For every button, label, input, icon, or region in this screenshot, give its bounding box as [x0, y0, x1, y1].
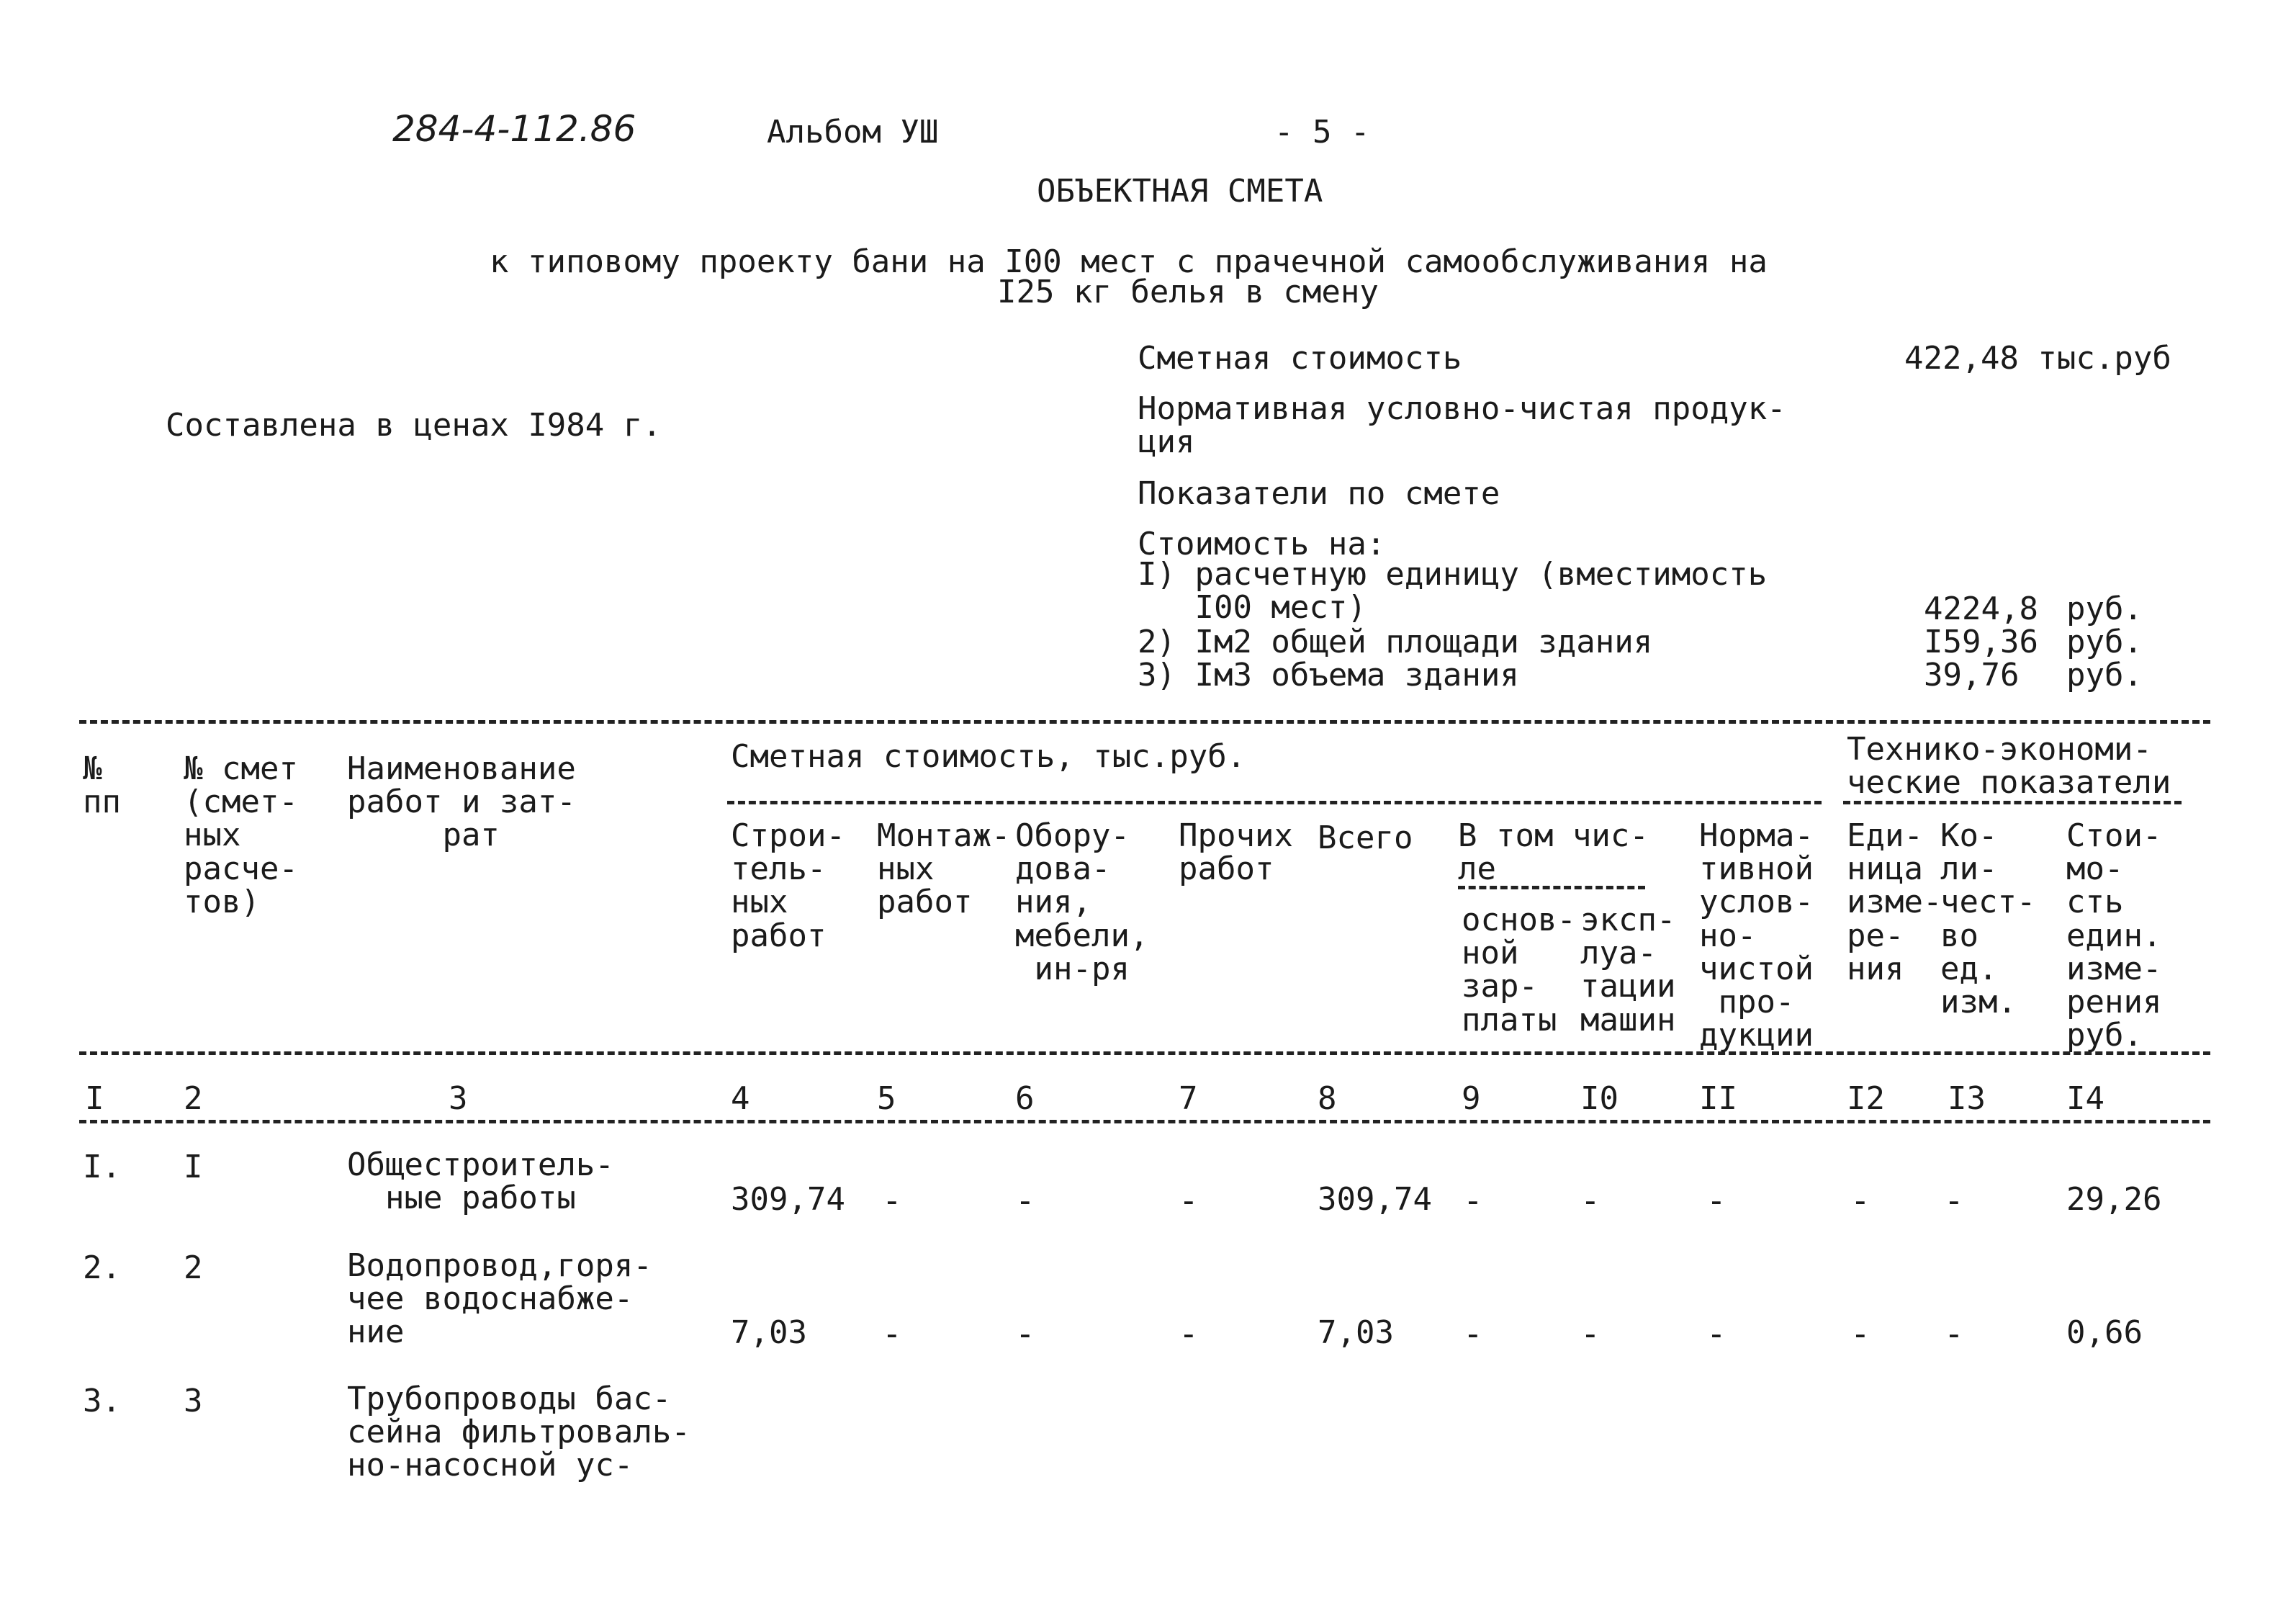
colnum-7: 7 [1179, 1080, 1198, 1117]
column-number-rule [79, 1120, 2210, 1123]
colnum-4: 4 [731, 1080, 750, 1117]
header-normative: Норма- тивной услов- но- чистой про- дукции [1699, 817, 1814, 1054]
colnum-10: I0 [1580, 1080, 1619, 1117]
row2-total: 7,03 [1318, 1314, 1394, 1351]
header-unit: Еди- ница изме- ре- ния [1847, 817, 1942, 987]
header-installation: Монтаж- ных работ [877, 817, 1011, 921]
row1-unit-cost: 29,26 [2066, 1181, 2162, 1218]
colnum-1: I [85, 1080, 104, 1117]
header-quantity: Ко- ли- чест- во ед. изм. [1940, 817, 2036, 1020]
page-number: - 5 - [1274, 114, 1370, 151]
colnum-5: 5 [877, 1080, 896, 1117]
row2-quantity: - [1944, 1314, 1964, 1353]
row2-est: 2 [184, 1249, 203, 1286]
row2-name: Водопровод,горя- чее водоснабже- ние [347, 1247, 652, 1351]
colnum-14: I4 [2066, 1080, 2104, 1117]
header-name: Наименование работ и зат- рат [347, 750, 576, 854]
indicator-1-unit: руб. [2066, 591, 2143, 627]
colnum-13: I3 [1948, 1080, 1986, 1117]
row1-installation: - [882, 1181, 902, 1220]
header-estimate-num: № смет (смет- ных расче- тов) [184, 750, 298, 920]
estimated-cost-label: Сметная стоимость [1138, 340, 1462, 377]
row1-base-salary: - [1463, 1181, 1483, 1220]
row3-name: Трубопроводы бас- сейна фильтроваль- но-насосной ус- [347, 1381, 690, 1484]
row1-equipment: - [1015, 1181, 1035, 1220]
header-total: Всего [1318, 820, 1413, 856]
indicator-1-label: I) расчетную единицу (вместимость I00 мест) [1138, 556, 1768, 627]
table-top-rule [79, 720, 2210, 724]
estimated-cost-value: 422,48 тыс.руб [1904, 340, 2171, 377]
indicator-1-value: 4224,8 [1924, 591, 2038, 627]
indicator-3-label: 3) Iм3 объема здания [1138, 657, 1519, 693]
cost-group-rule [727, 801, 1822, 804]
row2-installation: - [882, 1314, 902, 1353]
row2-no: 2. [83, 1249, 121, 1286]
header-construction: Строи- тель- ных работ [731, 817, 845, 954]
row3-est: 3 [184, 1383, 203, 1419]
header-tech-group: Технико-экономи- ческие показатели [1847, 731, 2171, 802]
subtitle-line2: I25 кг белья в смену [997, 274, 1379, 310]
subtitle-line1: к типовому проекту бани на I00 мест с прачечной самообслуживания на [490, 243, 1768, 280]
row2-other: - [1179, 1314, 1199, 1353]
row2-equipment: - [1015, 1314, 1035, 1353]
cost-on-label: Стоимость на: [1138, 526, 1386, 562]
row2-base-salary: - [1463, 1314, 1483, 1353]
colnum-6: 6 [1015, 1080, 1035, 1117]
colnum-2: 2 [184, 1080, 203, 1117]
row1-est: I [184, 1149, 203, 1185]
row1-name: Общестроитель- ные работы [347, 1146, 614, 1217]
tech-group-rule [1843, 801, 2182, 804]
row1-construction: 309,74 [731, 1181, 845, 1218]
colnum-12: I2 [1847, 1080, 1885, 1117]
row2-normative: - [1706, 1314, 1726, 1353]
header-unit-cost: Стои- мо- сть един. изме- рения руб. [2066, 817, 2162, 1054]
row1-normative: - [1706, 1181, 1726, 1220]
indicator-3-unit: руб. [2066, 657, 2143, 693]
table-header-bottom-rule [79, 1051, 2210, 1055]
row1-other: - [1179, 1181, 1199, 1220]
indicator-2-value: I59,36 [1924, 624, 2038, 660]
colnum-3: 3 [449, 1080, 468, 1117]
row1-machines: - [1580, 1181, 1601, 1220]
row2-unit-cost: 0,66 [2066, 1314, 2143, 1351]
row3-no: 3. [83, 1383, 121, 1419]
colnum-9: 9 [1462, 1080, 1481, 1117]
colnum-11: II [1699, 1080, 1737, 1117]
document-code: 284-4-112.86 [392, 108, 636, 150]
row2-unit: - [1850, 1314, 1870, 1353]
row1-quantity: - [1944, 1181, 1964, 1220]
row1-no: I. [83, 1149, 121, 1185]
indicator-2-unit: руб. [2066, 624, 2143, 660]
row2-machines: - [1580, 1314, 1601, 1353]
normative-label: Нормативная условно-чистая продук- ция [1138, 390, 1786, 461]
header-equipment: Обору- дова- ния, мебели, ин-ря [1015, 817, 1149, 987]
header-base-salary: основ- ной зар- платы [1462, 902, 1576, 1038]
document-title: ОБЪЕКТНАЯ СМЕТА [1037, 173, 1323, 210]
row1-unit: - [1850, 1181, 1870, 1220]
header-num: № пп [83, 750, 121, 821]
album-label: Альбом УШ [767, 114, 939, 151]
indicator-3-value: 39,76 [1924, 657, 2020, 693]
header-machines: эксп- луа- тации машин [1580, 902, 1676, 1038]
header-other: Прочих работ [1179, 817, 1293, 888]
row2-construction: 7,03 [731, 1314, 807, 1351]
prices-note: Составлена в ценах I984 г. [166, 407, 662, 444]
header-cost-group: Сметная стоимость, тыс.руб. [731, 738, 1246, 775]
colnum-8: 8 [1318, 1080, 1337, 1117]
header-including: В том чис- ле [1458, 817, 1649, 888]
row1-total: 309,74 [1318, 1181, 1432, 1218]
indicators-label: Показатели по смете [1138, 475, 1500, 512]
indicator-2-label: 2) Iм2 общей площади здания [1138, 624, 1653, 660]
